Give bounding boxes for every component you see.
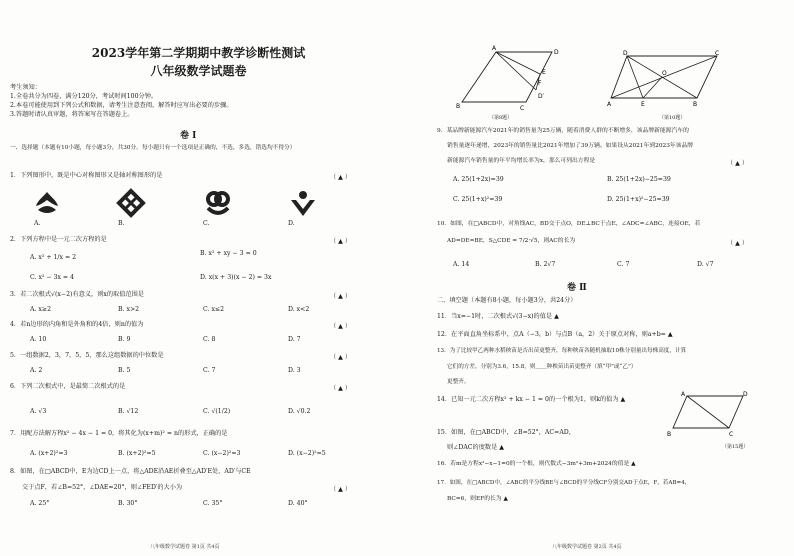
q9-option-d: D. 25(1+x)²−25=39 (607, 196, 670, 203)
svg-text:C: C (715, 50, 720, 57)
q8-option-c: C. 35° (203, 500, 223, 507)
question-13-line-2: 它们的方差，分别为3.6，15.8，则＿＿种秧苗出苗更整齐（填“甲”或“乙”） (447, 364, 637, 370)
answer-paren-8: （ ▲ ） (330, 486, 352, 493)
svg-text:C: C (520, 105, 525, 112)
q9-option-b: B. 25(1+2x)−25=39 (607, 176, 671, 183)
q9-option-c: C. 25(1+x)²=39 (453, 196, 503, 203)
q2-option-a: A. x² + 1/x = 2 (30, 254, 77, 261)
answer-blank-17: ▲ (503, 496, 508, 502)
question-4: 4．若n边形的内角和是外角和的4倍，则n的值为 (10, 321, 144, 328)
q3-option-d: D. x<2 (288, 306, 310, 313)
q4-option-b: B. 9 (118, 336, 131, 343)
q4-option-a: A. 10 (30, 336, 47, 343)
answer-paren-1: （ ▲ ） (330, 174, 352, 181)
part-one-instructions: 一、选择题（本题有10小题，每小题3分，共30分。每小题只有一个选项是正确的，不选，多选，错选均不得分） (10, 145, 296, 151)
hands-c-icon (203, 188, 233, 218)
question-1: 1．下列图形中，既是中心对称图形又是轴对称图形的是 (10, 172, 163, 179)
figure-q10-parallelogram (607, 50, 727, 110)
q2-option-d: D. x(x + 3)(x − 2) = 3x (200, 274, 272, 281)
q4-option-d: D. 7 (288, 336, 301, 343)
question-8-continued: 交于点F，若∠B=52°，∠DAE=20°，则∠FED′的大小为 (22, 484, 183, 491)
question-13: 13．为了比较甲乙两种水稻秧苗是否出苗更整齐，每种秧苗各随机抽取10株分别量出每株高度，计算 (437, 348, 687, 354)
svg-text:O: O (662, 70, 667, 77)
q10-option-b: B. 2√7 (535, 261, 556, 268)
caption-figure-15: （第15题） (722, 444, 749, 450)
question-9-line-3: 新能源汽车销售量的年平均增长率为x，那么可列出方程是 (447, 158, 596, 164)
svg-text:C: C (729, 431, 734, 438)
question-17: 17．如图，在□ABCD中，∠ABC的平分线BE与∠BCD的平分线CF分别交AD于点E，F，若AB=4， (437, 480, 691, 486)
question-16: 16．若m是方程x²−x−1=0的一个根，则代数式−3m²+3m+2024的值是 ▲ (437, 461, 636, 467)
q5-option-b: B. 5 (118, 367, 131, 374)
q8-option-b: B. 30° (118, 500, 138, 507)
answer-paren-10: （ ▲ ） (727, 240, 749, 247)
q7-option-a: A. (x+2)²=3 (30, 450, 68, 457)
q5-option-a: A. 2 (30, 367, 43, 374)
figure-q15-parallelogram (667, 390, 751, 438)
svg-text:A: A (681, 391, 686, 398)
question-5: 5．一组数据2，3，7，5，5，那么这组数据的中位数是 (10, 352, 164, 359)
caption-figure-8: （第8题） (489, 115, 513, 121)
question-8: 8．如图，在□ABCD中，E为边CD上一点，将△ADE沿AE折叠至△AD′E处，AD′与CE (10, 468, 251, 475)
q6-option-b: B. √12 (118, 408, 139, 415)
q7-option-c: C. (x−2)²=3 (203, 450, 241, 457)
caption-figure-10: （第10题） (659, 115, 686, 121)
page-footer-right: 八年级数学试题卷 第2页 共4页 (552, 544, 622, 550)
question-15-line-2: 则∠DAC的度数是 ▲ (447, 444, 505, 451)
svg-text:A: A (607, 101, 612, 108)
q9-option-a: A. 25(1+2x)=39 (453, 176, 504, 183)
svg-text:D: D (554, 49, 559, 56)
answer-paren-5: （ ▲ ） (330, 354, 352, 361)
question-13-line-3: 更整齐。 (447, 379, 470, 385)
question-12: 12．在平面直角坐标系中，点A（−3，b）与点B（a，2）关于原点对称，则a+b= ▲ (437, 331, 673, 338)
question-11: 11．当x=−1时，二次根式√(3−x)的值是 ▲ (437, 313, 559, 320)
question-2: 2．下列方程中是一元二次方程的是 (10, 236, 107, 243)
q3-option-a: A. x≥2 (30, 306, 52, 313)
q5-option-d: D. 3 (288, 367, 301, 374)
question-6: 6．下列二次根式中，是最简二次根式的是 (10, 383, 126, 390)
answer-paren-3: （ ▲ ） (330, 293, 352, 300)
q7-option-d: D. (x−2)²=5 (288, 450, 326, 457)
section-two-heading: 卷 Ⅱ (567, 283, 587, 293)
notice-line-1: 1.全卷共分为四卷，满分120分，考试时间100分钟。 (10, 93, 158, 100)
question-7: 7．用配方法解方程x² − 4x − 1 = 0，将其化为(x+m)² = n的形式，正确的是 (10, 430, 228, 437)
knot-b-icon (116, 188, 146, 218)
q4-option-c: C. 8 (203, 336, 216, 343)
question-9-line-2: 销售量逐年递增，2023年的销售量比2021年增加了39万辆。如果设从2021年到2023年该品牌 (447, 143, 694, 149)
q1-option-a: A. (34, 220, 41, 227)
right-page (397, 0, 794, 556)
answer-blank-11: ▲ (554, 313, 559, 320)
question-9: 9．某品牌新能源汽车2021年的销售量为25万辆，随着消费人群的不断增多，该品牌新能源汽车的 (437, 128, 689, 134)
question-15: 15．如图，在□ABCD中，∠B=52°，AC=AD， (437, 429, 575, 436)
notice-line-2: 2.本卷可能使用到下列公式和数据，请考生注意查阅，解答时应写出必要的步骤。 (10, 102, 233, 109)
part-two-instructions: 二、填空题（本题有8小题，每小题3分，共24分） (437, 297, 577, 304)
section-one-heading: 卷 Ⅰ (180, 131, 197, 141)
q3-option-c: C. x≤2 (203, 306, 225, 313)
svg-text:E: E (641, 101, 645, 108)
emblem-a-icon (32, 188, 62, 218)
answer-blank-12: ▲ (667, 331, 673, 338)
question-17-line-2: BC=6，则EF的长为 ▲ (447, 496, 508, 502)
q10-option-d: D. √7 (697, 261, 714, 268)
q8-option-d: D. 40° (288, 500, 308, 507)
svg-text:B: B (693, 101, 698, 108)
q6-option-a: A. √3 (30, 408, 47, 415)
svg-text:B: B (667, 431, 672, 438)
figure-d-icon (288, 188, 318, 218)
q10-option-c: C. 7 (617, 261, 630, 268)
svg-text:D: D (743, 391, 748, 398)
figure-q8-parallelogram (452, 44, 562, 114)
answer-paren-9: （ ▲ ） (727, 160, 749, 167)
question-3: 3．若二次根式√(x−2)有意义，则x的取值范围是 (10, 291, 144, 298)
q6-option-d: D. √0.2 (288, 408, 311, 415)
page-footer-left: 八年级数学试题卷 第1页 共4页 (150, 544, 220, 550)
q10-option-a: A. 14 (453, 261, 470, 268)
exam-title: 2023学年第二学期期中教学诊断性测试 (91, 46, 306, 60)
question-14: 14．已知一元二次方程x² + kx − 1 = 0的一个根为1，则k的值为 ▲ (437, 396, 626, 403)
svg-text:B: B (456, 103, 461, 110)
answer-paren-4: （ ▲ ） (330, 323, 352, 330)
notice-line-3: 3.答题时请认真审题，将答案写在答题卷上。 (10, 111, 134, 118)
q7-option-b: B. (x+2)²=5 (118, 450, 156, 457)
svg-text:E: E (542, 69, 546, 76)
q6-option-c: C. √(1/2) (203, 408, 231, 415)
notice-heading: 考生须知： (10, 84, 41, 91)
q1-option-b: B. (118, 220, 125, 227)
q1-option-d: D. (288, 220, 295, 227)
q2-option-c: C. x² − 3x = 4 (30, 274, 75, 281)
svg-text:D: D (623, 50, 628, 57)
answer-paren-2: （ ▲ ） (330, 238, 352, 245)
answer-blank-14: ▲ (620, 396, 626, 403)
question-10: 10．如图，在□ABCD中，对角线AC，BD交于点O，DE⊥BC于点E，∠ADC=∠ABC，连接OE，若 (437, 221, 701, 227)
answer-paren-6: （ ▲ ） (330, 385, 352, 392)
q3-option-b: B. x>2 (118, 306, 140, 313)
svg-text:F: F (538, 80, 542, 87)
answer-blank-15: ▲ (499, 444, 505, 451)
svg-text:A: A (492, 45, 497, 52)
exam-subtitle: 八年级数学试题卷 (150, 64, 247, 78)
q8-option-a: A. 25° (30, 500, 50, 507)
q1-option-c: C. (203, 220, 210, 227)
svg-text:D′: D′ (538, 93, 544, 100)
question-10-line-2: AD=DE=BE，S△CDE = 7/2·√5，则AC的长为 (447, 238, 576, 244)
q2-option-b: B. x² + xy − 3 = 0 (200, 250, 257, 257)
q5-option-c: C. 7 (203, 367, 216, 374)
answer-blank-16: ▲ (631, 461, 636, 467)
